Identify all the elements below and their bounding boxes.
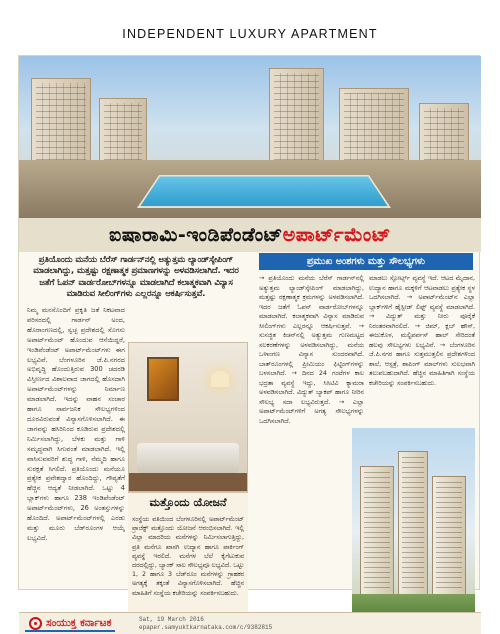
another-project-box (128, 492, 248, 612)
logo-mark-icon (29, 617, 42, 630)
headline-part-2: ಅಪಾರ್ಟ್‌ಮೆಂಟ್ (282, 224, 391, 246)
newspaper-logo (25, 616, 115, 632)
building-render-photo (352, 428, 475, 618)
headline-part-1: ಐಷಾರಾಮಿ-ಇಂಡಿಪೆಂಡೆಂಟ್ (109, 224, 283, 246)
features-column-a: → ಪ್ರತಿಯೊಂದು ಮನೆಯ ಬೆರೆಸ್ ಗಾರ್ಡನ್‌ನಲ್ಲಿ ಅತ್ಯುತ್ತಮ ಲ್ಯಾಂಡ್‌ಸ್ಕೇಪಿಂಗ್ ಮಾಡಲಾಗಿದ್ದು, ಮತ್ತಷ್ಟು ರಕ್ಷಣಾತ್ಮಕ ಕ್ರಮಗಳನ್ನು ಅಳವಡಿಸಲಾಗಿದೆ. ಇದರ ಜತೆಗೆ ಓಪನ್ ವಾರ್ಡರೋಬ್‌ಗಳನ್ನೂ ಮಾಡಲಾಗಿದೆ. ಕಲಾತ್ಮಕವಾಗಿ ವಿನ್ಯಾಸ ಮಾಡಿರುವ ಸೀಲಿಂಗ್‌ಗಳು ಎಲ್ಲರನ್ನೂ ಆಕರ್ಷಿಸುತ್ತವೆ. → ಸುಸಜ್ಜಿತ ಕಿಚನ್‌ನಲ್ಲಿ ಅತ್ಯುತ್ತಮ ಗುಣಮಟ್ಟದ ಸಲಕರಣೆಗಳನ್ನು ಅಳವಡಿಸಲಾಗಿದ್ದು, ಮನೆಯ ಒಳಾಂಗಣ ವಿನ್ಯಾಸ ಸುಂದರವಾಗಿದೆ. ಬಾತ್‌ರೂಂಗಳಲ್ಲಿ ಪ್ರೀಮಿಯಂ ಫಿಟ್ಟಿಂಗ್‌ಗಳನ್ನು ಬಳಸಲಾಗಿದೆ. → ದಿನದ 24 ಗಂಟೆಗಳ ಕಾಲ ಭದ್ರತಾ ವ್ಯವಸ್ಥೆ ಇದ್ದು, ಸಿಸಿಟಿವಿ ಕ್ಯಾಮರಾ ಅಳವಡಿಸಲಾಗಿದೆ. ವಿದ್ಯುತ್ ಬ್ಯಾಕಪ್ ಹಾಗೂ ನೀರಿನ ಸೌಲಭ್ಯ ಸದಾ ಲಭ್ಯವಿರುತ್ತದೆ. → ಎಲ್ಲಾ ಅಪಾರ್ಟ್‌ಮೆಂಟ್‌ಗಳಿಗೆ ಅಗತ್ಯ ಸೌಲಭ್ಯಗಳನ್ನು ಒದಗಿಸಲಾಗಿದೆ. (259, 274, 364, 425)
interior-photo (128, 342, 248, 492)
hero-photo-pool (19, 56, 481, 218)
lead-paragraph: ಪ್ರತಿಯೊಂದು ಮನೆಯ ಬೆರೆಸ್ ಗಾರ್ಡನ್‌ನಲ್ಲಿ ಅತ್ಯುತ್ತಮ ಲ್ಯಾಂಡ್‌ಸ್ಕೇಪಿಂಗ್ ಮಾಡಲಾಗಿದ್ದು, ಮತ್ತಷ್ಟು ರಕ್ಷಣಾತ್ಮಕ ಪ್ರಮಾಣಗಳನ್ನು ಅಳವಡಿಸಲಾಗಿದೆ. ಇದರ ಜತೆಗೆ ಓಪನ್ ವಾರ್ಡರೋಬ್‌ಗಳನ್ನೂ ಮಾಡಲಾಗಿದೆ ಕಲಾತ್ಮಕವಾಗಿ ವಿನ್ಯಾಸ ಮಾಡಿರುವ ಸೀಲಿಂಗ್‌ಗಳು ಎಲ್ಲರನ್ನೂ ಆಕರ್ಷಿಸುತ್ತವೆ. (33, 254, 239, 299)
another-project-heading: ಮತ್ತೊಂದು ಯೋಜನೆ (149, 496, 227, 509)
features-column-b: ಮಾಡಲು ಸ್ಪೋರ್ಟ್ಸ್ ವ್ಯವಸ್ಥೆ ಇದೆ. ಆಟದ ಮೈದಾನ, ಉದ್ಯಾನ ಹಾಗೂ ಮಕ್ಕಳಿಗೆ ಆಟವಾಡಲು ಪ್ರತ್ಯೇಕ ಸ್ಥಳ ಒದಗಿಸಲಾಗಿದೆ. → ಅಪಾರ್ಟ್‌ಮೆಂಟ್‌ನ ಎಲ್ಲಾ ಬ್ಲಾಕ್‌ಗಳಿಗೆ ಹೈಸ್ಪೀಡ್ ಲಿಫ್ಟ್ ವ್ಯವಸ್ಥೆ ಮಾಡಲಾಗಿದೆ. → ವಿದ್ಯುತ್ ಮತ್ತು ನೀರು ಪೂರೈಕೆ ನಿರಂತರವಾಗಿರಲಿದೆ. → ಜಿಮ್, ಕ್ಲಬ್ ಹೌಸ್, ಈಜುಕೊಳ, ಮಲ್ಟಿಪರ್ಪಸ್ ಹಾಲ್ ಸೇರಿದಂತೆ ಹಲವು ಸೌಲಭ್ಯಗಳು ಲಭ್ಯವಿವೆ. → ಬೆಂಗಳೂರಿನ ಜೆ.ಪಿ.ನಗರ ಹಾಗೂ ಸುತ್ತಮುತ್ತಲಿನ ಪ್ರದೇಶಗಳಿಂದ ಶಾಲೆ, ಆಸ್ಪತ್ರೆ, ಶಾಪಿಂಗ್ ಮಾಲ್‌ಗಳು ಸುಲಭವಾಗಿ ತಲುಪಬಹುದಾಗಿದೆ. ಹೆಚ್ಚಿನ ಮಾಹಿತಿಗಾಗಿ ಸಂಸ್ಥೆಯ ಕಚೇರಿಯನ್ನು ಸಂಪರ್ಕಿಸಬಹುದು. (369, 274, 475, 387)
body-column-1 (27, 306, 125, 606)
another-project-text: ಸಂಸ್ಥೆಯ ವತಿಯಿಂದ ಬೆಂಗಳೂರಿನಲ್ಲಿ ಅಪಾರ್ಟ್‌ಮೆಂಟ್ ಪ್ರಾಜೆಕ್ಟ್ ಮತ್ತೊಂದು ಯೋಜನೆ ಆರಂಭಿಸಲಾಗಿದೆ. ಇಲ್ಲಿ ವಿಲ್ಲಾ ಮಾದರಿಯ ಮನೆಗಳನ್ನು ನಿರ್ಮಿಸಲಾಗುತ್ತಿದ್ದು, ಪ್ರತಿ ಮನೆಗೂ ಖಾಸಗಿ ಉದ್ಯಾನ ಹಾಗೂ ಪಾರ್ಕಿಂಗ್ ವ್ಯವಸ್ಥೆ ಇರಲಿದೆ. ಮನೆಗಳ ಬೆಲೆ ಕೈಗೆಟುಕುವ ದರದಲ್ಲಿದ್ದು, ಬ್ಯಾಂಕ್ ಸಾಲ ಸೌಲಭ್ಯವೂ ಲಭ್ಯವಿದೆ. ಒಟ್ಟು 1, 2 ಹಾಗೂ 3 ಬೆಡ್‌ರೂಂ ಮನೆಗಳನ್ನು ಗ್ರಾಹಕರ ಅಗತ್ಯಕ್ಕೆ ತಕ್ಕಂತೆ ವಿನ್ಯಾಸಗೊಳಿಸಲಾಗಿದೆ. ಹೆಚ್ಚಿನ ಮಾಹಿತಿಗೆ ಸಂಸ್ಥೆಯ ಕಚೇರಿಯನ್ನು ಸಂಪರ್ಕಿಸಬಹುದು. (132, 516, 244, 597)
footer-date: Sat, 19 March 2016 (139, 616, 204, 623)
features-heading: ಪ್ರಮುಖ ಅಂಶಗಳು ಮತ್ತು ಸೌಲಭ್ಯಗಳು (259, 253, 473, 270)
footer-epaper-url: epaper.samyuktkarnataka.com/c/9382815 (139, 623, 273, 631)
page-title: INDEPENDENT LUXURY APARTMENT (122, 27, 378, 41)
footer-meta (139, 616, 272, 631)
newspaper-clipping (18, 55, 480, 631)
body-text-1: ನಿಮ್ಮ ಮನಸೊಂದಿಗೆ ಪ್ರಕೃತಿ ಜತೆ ನಿಕಟವಾದ ಪರಿಸರದಲ್ಲಿ ಗಾರ್ಡನ್ ಅಂದ, ಹೊರಾಂಗಣದಲ್ಲಿ, ಸ್ವಚ್ಛ ಪ್ರದೇಶದಲ್ಲಿ ಸೊಗಸು ಅಪಾರ್ಟ್‌ಮೆಂಟ್ ಹೊಂದುವ ಆಸೆಯಿದ್ದರೆ, ಇಂಡಿಪೆಂಡೆಂಟ್ ಅಪಾರ್ಟ್‌ಮೆಂಟ್‌ಗಳು ಈಗ ಲಭ್ಯವಿವೆ. ಬೆಂಗಳೂರಿನ ಜೆ.ಪಿ.ನಗರದ ಅಭಿವೃದ್ಧಿ ಹೊಂದುತ್ತಿರುವ 300 ಚದರಡಿ ವಿಸ್ತೀರ್ಣದ ವಿಶಾಲವಾದ ಜಾಗದಲ್ಲಿ ಹೊಸದಾಗಿ ಅಪಾರ್ಟ್‌ಮೆಂಟ್‌ಗಳನ್ನು ನಿರ್ಮಾಣ ಮಾಡಲಾಗಿದೆ. ಇದನ್ನು ವಾಹನ ಸಂಚಾರ ಹಾಗೂ ಸಾರ್ವಜನಿಕ ಸೌಲಭ್ಯಗಳಿಂದ ದೂರವಿರುವಂತೆ ವಿನ್ಯಾಸಗೊಳಿಸಲಾಗಿದೆ. ಈ ಜಾಗವನ್ನು ಹಸಿರಿನಿಂದ ಕೂಡಿರುವ ಪ್ರದೇಶದಲ್ಲಿ ನಿರ್ಮಿಸಲಾಗಿದ್ದು, ಬೆಳಕು ಮತ್ತು ಗಾಳಿ ಸಮೃದ್ಧವಾಗಿ ಸಿಗುವಂತೆ ಮಾಡಲಾಗಿದೆ. ಇಲ್ಲಿ ವಾಸಿಸುವವರಿಗೆ ಶುದ್ಧ ಗಾಳಿ, ನೆಮ್ಮದಿ ಹಾಗೂ ಸುರಕ್ಷತೆ ಸಿಗಲಿದೆ. ಪ್ರತಿಯೊಂದು ಮನೆಯೂ ಪ್ರತ್ಯೇಕ ಪ್ರವೇಶದ್ವಾರ ಹೊಂದಿದ್ದು, ಗೌಪ್ಯತೆಗೆ ಹೆಚ್ಚಿನ ಆದ್ಯತೆ ನೀಡಲಾಗಿದೆ. ಒಟ್ಟು 4 ಬ್ಲಾಕ್‌ಗಳು ಹಾಗೂ 238 ಇಂಡಿಪೆಂಡೆಂಟ್ ಅಪಾರ್ಟ್‌ಮೆಂಟ್‌ಗಳು, 26 ಅಂತಸ್ತುಗಳನ್ನು ಹೊಂದಿದೆ. ಅಪಾರ್ಟ್‌ಮೆಂಟ್‌ಗಳಲ್ಲಿ ಎರಡು ಮತ್ತು ಮೂರು ಬೆಡ್‌ರೂಂಗಳ ಆಯ್ಕೆ ಲಭ್ಯವಿದೆ. (27, 306, 125, 542)
headline (19, 218, 481, 252)
footer-bar (19, 612, 481, 634)
logo-text: ಸಂಯುಕ್ತ ಕರ್ನಾಟಕ (46, 616, 112, 629)
